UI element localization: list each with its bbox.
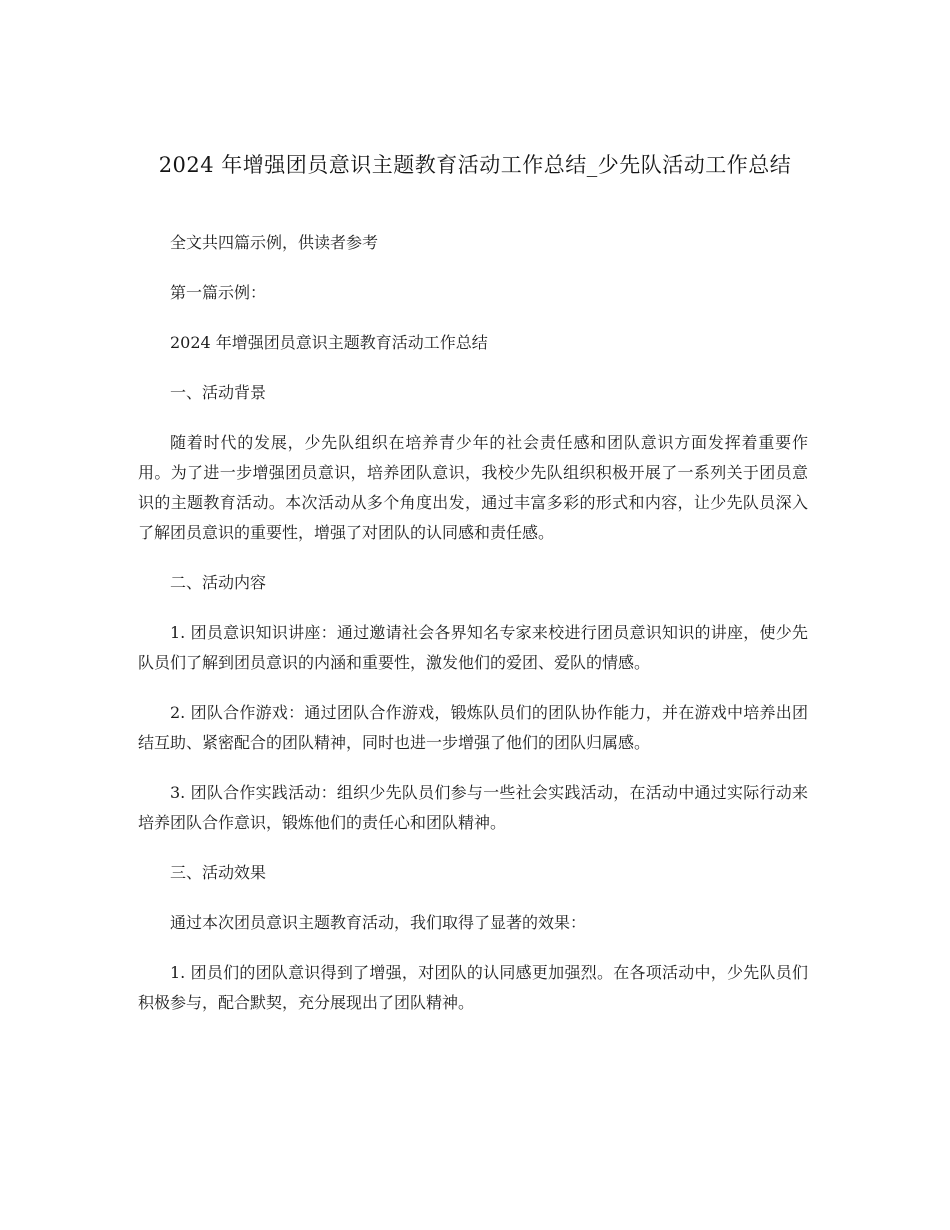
paragraph-effect-intro: 通过本次团员意识主题教育活动，我们取得了显著的效果：	[170, 913, 587, 932]
heading-effect: 三、活动效果	[170, 863, 267, 882]
heading-background: 一、活动背景	[170, 383, 267, 402]
paragraph-background: 随着时代的发展，少先队组织在培养青少年的社会责任感和团队意识方面发挥着重要作用。为了进一步增强团员意识，培养团队意识，我校少先队组织积极开展了一系列关于团员意识的主题教育活动。本次活动从多个角度出发，通过丰富多彩的形式和内容，让少先队员深入了解团员意识的重要性，增强了对团队的认同感和责任感。	[138, 433, 808, 542]
heading-content: 二、活动内容	[170, 573, 267, 592]
document-title: 2024 年增强团员意识主题教育活动工作总结_少先队活动工作总结	[158, 153, 792, 177]
document-body	[138, 228, 808, 1038]
list-item: 3. 团队合作实践活动：组织少先队员们参与一些社会实践活动，在活动中通过实际行动来培养团队合作意识，锻炼他们的责任心和团队精神。	[138, 783, 808, 832]
list-item: 1. 团员们的团队意识得到了增强，对团队的认同感更加强烈。在各项活动中，少先队员们积极参与，配合默契，充分展现出了团队精神。	[138, 963, 808, 1012]
example-label: 第一篇示例：	[170, 283, 267, 302]
section-title: 2024 年增强团员意识主题教育活动工作总结	[170, 333, 488, 352]
list-item: 2. 团队合作游戏：通过团队合作游戏，锻炼队员们的团队协作能力，并在游戏中培养出团结互助、紧密配合的团队精神，同时也进一步增强了他们的团队归属感。	[138, 703, 808, 752]
list-item: 1. 团员意识知识讲座：通过邀请社会各界知名专家来校进行团员意识知识的讲座，使少先队员们了解到团员意识的内涵和重要性，激发他们的爱团、爱队的情感。	[138, 623, 808, 672]
intro-note: 全文共四篇示例，供读者参考	[170, 233, 379, 252]
